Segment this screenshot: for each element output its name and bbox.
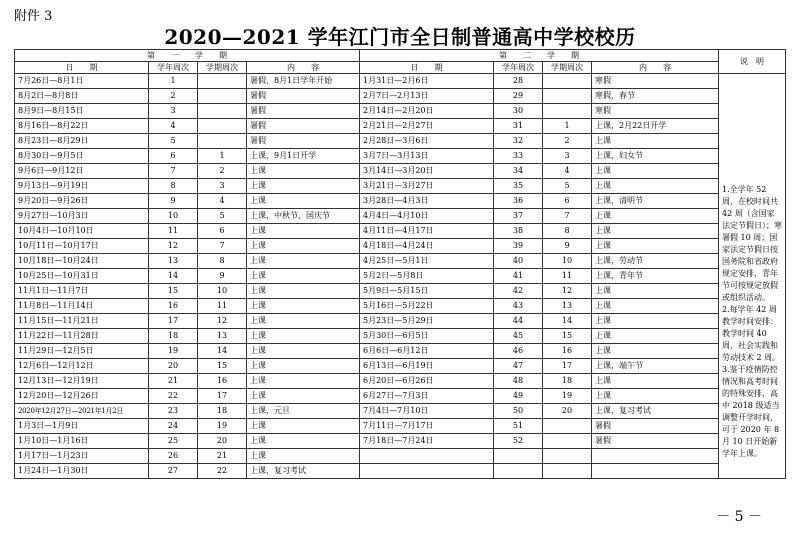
- cell-t1: 9: [198, 269, 247, 284]
- cell-c1: 上课: [247, 449, 360, 464]
- cell-t1: 22: [198, 464, 247, 479]
- cell-d1: 8月16日—8月22日: [15, 119, 149, 134]
- cell-d1: 11月8日—11月14日: [15, 299, 149, 314]
- cell-c2: 寒假: [592, 104, 719, 119]
- cell-y1: 17: [149, 314, 198, 329]
- cell-c1: 上课: [247, 179, 360, 194]
- cell-c1: 上课，元旦: [247, 404, 360, 419]
- cell-y1: 9: [149, 194, 198, 209]
- cell-c2: 上课，妇女节: [592, 149, 719, 164]
- cell-y2: 51: [494, 419, 543, 434]
- cell-y1: 14: [149, 269, 198, 284]
- cell-d2: 3月7日—3月13日: [360, 149, 494, 164]
- col-term-week-2: 学期周次: [543, 62, 592, 74]
- cell-d1: 10月4日—10月10日: [15, 224, 149, 239]
- semester-1-header: 第 一 学 期: [15, 50, 360, 62]
- cell-t1: 19: [198, 419, 247, 434]
- cell-c2: 上课，端午节: [592, 359, 719, 374]
- cell-t1: 14: [198, 344, 247, 359]
- cell-c2: 上课: [592, 374, 719, 389]
- cell-d1: 12月20日—12月26日: [15, 389, 149, 404]
- cell-c2: 上课: [592, 284, 719, 299]
- cell-y2: 47: [494, 359, 543, 374]
- cell-y2: 30: [494, 104, 543, 119]
- cell-y1: 5: [149, 134, 198, 149]
- cell-t2: 17: [543, 359, 592, 374]
- cell-d1: 11月29日—12月5日: [15, 344, 149, 359]
- cell-c2: 上课: [592, 329, 719, 344]
- cell-y2: 52: [494, 434, 543, 449]
- cell-t2: [543, 104, 592, 119]
- cell-c2: 上课: [592, 299, 719, 314]
- cell-c2: 上课: [592, 179, 719, 194]
- cell-d2: 6月13日—6月19日: [360, 359, 494, 374]
- table-row: [15, 164, 786, 179]
- col-year-week-2: 学年周次: [494, 62, 543, 74]
- col-term-week-1: 学期周次: [198, 62, 247, 74]
- cell-t1: 8: [198, 254, 247, 269]
- cell-c1: 上课: [247, 269, 360, 284]
- table-row: [15, 359, 786, 374]
- cell-y2: 38: [494, 224, 543, 239]
- cell-d2: 7月4日—7月10日: [360, 404, 494, 419]
- cell-c2: 上课: [592, 389, 719, 404]
- table-row: [15, 329, 786, 344]
- cell-t2: [543, 464, 592, 479]
- page-number: － 5 －: [716, 509, 762, 525]
- table-row: [15, 284, 786, 299]
- table-row: [15, 209, 786, 224]
- cell-t2: 3: [543, 149, 592, 164]
- cell-d2: 5月30日—6月5日: [360, 329, 494, 344]
- cell-y2: 34: [494, 164, 543, 179]
- cell-y2: 40: [494, 254, 543, 269]
- cell-y1: 20: [149, 359, 198, 374]
- cell-c2: 上课，清明节: [592, 194, 719, 209]
- cell-y2: 39: [494, 239, 543, 254]
- cell-d2: 3月28日—4月3日: [360, 194, 494, 209]
- cell-y1: 15: [149, 284, 198, 299]
- cell-d2: 5月2日—5月8日: [360, 269, 494, 284]
- cell-c1: 暑假: [247, 104, 360, 119]
- cell-t1: 4: [198, 194, 247, 209]
- cell-d2: 5月9日—5月15日: [360, 284, 494, 299]
- table-row: [15, 224, 786, 239]
- cell-y2: [494, 449, 543, 464]
- cell-c2: 上课: [592, 239, 719, 254]
- cell-d2: 5月16日—5月22日: [360, 299, 494, 314]
- cell-y1: 24: [149, 419, 198, 434]
- cell-y2: 36: [494, 194, 543, 209]
- cell-d1: 8月9日—8月15日: [15, 104, 149, 119]
- cell-c1: 暑假: [247, 89, 360, 104]
- cell-d2: 7月18日—7月24日: [360, 434, 494, 449]
- cell-t1: 18: [198, 404, 247, 419]
- cell-c2: 暑假: [592, 419, 719, 434]
- cell-t1: 2: [198, 164, 247, 179]
- cell-t1: [198, 74, 247, 89]
- cell-t2: 8: [543, 224, 592, 239]
- cell-y2: 43: [494, 299, 543, 314]
- cell-c2: [592, 464, 719, 479]
- col-date-2: 日 期: [360, 62, 494, 74]
- cell-d1: 1月24日—1月30日: [15, 464, 149, 479]
- cell-t1: 21: [198, 449, 247, 464]
- table-row: [15, 299, 786, 314]
- page-title: 2020—2021 学年江门市全日制普通高中学校校历: [164, 25, 636, 49]
- notes-cell: [719, 74, 786, 479]
- note-item: 2.每学年 42 周教学时间安排：教学时间 40 周，社会实践和劳动技术 2 周。: [722, 305, 781, 362]
- cell-y1: 6: [149, 149, 198, 164]
- cell-y1: 8: [149, 179, 198, 194]
- cell-d2: 6月6日—6月12日: [360, 344, 494, 359]
- cell-c2: 上课: [592, 209, 719, 224]
- cell-c1: 上课: [247, 329, 360, 344]
- cell-d1: 10月18日—10月24日: [15, 254, 149, 269]
- cell-t2: 20: [543, 404, 592, 419]
- cell-d1: 11月15日—11月21日: [15, 314, 149, 329]
- cell-y2: 46: [494, 344, 543, 359]
- cell-c1: 暑假: [247, 119, 360, 134]
- cell-y1: 7: [149, 164, 198, 179]
- cell-t1: 12: [198, 314, 247, 329]
- table-row: [15, 194, 786, 209]
- cell-d2: 6月20日—6月26日: [360, 374, 494, 389]
- cell-c1: 上课: [247, 389, 360, 404]
- cell-y2: 48: [494, 374, 543, 389]
- cell-t2: [543, 89, 592, 104]
- cell-d1: 1月17日—1月23日: [15, 449, 149, 464]
- cell-t1: 10: [198, 284, 247, 299]
- cell-y1: 3: [149, 104, 198, 119]
- cell-y1: 10: [149, 209, 198, 224]
- cell-t1: 13: [198, 329, 247, 344]
- cell-c2: 上课: [592, 164, 719, 179]
- table-row: [15, 419, 786, 434]
- cell-d2: 1月31日—2月6日: [360, 74, 494, 89]
- cell-t1: 3: [198, 179, 247, 194]
- cell-y1: 11: [149, 224, 198, 239]
- cell-t1: [198, 104, 247, 119]
- cell-y2: 49: [494, 389, 543, 404]
- cell-d2: 2月7日—2月13日: [360, 89, 494, 104]
- cell-t2: 6: [543, 194, 592, 209]
- cell-y1: 2: [149, 89, 198, 104]
- cell-y2: 35: [494, 179, 543, 194]
- cell-d2: 3月21日—3月27日: [360, 179, 494, 194]
- table-row: [15, 314, 786, 329]
- cell-t2: 9: [543, 239, 592, 254]
- cell-y2: 29: [494, 89, 543, 104]
- col-content-1: 内 容: [247, 62, 360, 74]
- note-item: 3.鉴于疫情防控情况和高考时间的特殊安排，高中 2018 级适当调整开学时间，可于 2020 年 8 月 10 日开始新学年上课。: [722, 365, 780, 458]
- cell-c2: 上课，劳动节: [592, 254, 719, 269]
- cell-t2: 1: [543, 119, 592, 134]
- cell-c2: 寒假，春节: [592, 89, 719, 104]
- cell-c2: 暑假: [592, 434, 719, 449]
- table-row: [15, 449, 786, 464]
- cell-t1: 17: [198, 389, 247, 404]
- cell-c1: 暑假: [247, 134, 360, 149]
- cell-y1: 21: [149, 374, 198, 389]
- cell-d1: 9月27日—10月3日: [15, 209, 149, 224]
- cell-t2: [543, 434, 592, 449]
- cell-t2: 4: [543, 164, 592, 179]
- cell-t1: 16: [198, 374, 247, 389]
- cell-c2: 上课: [592, 134, 719, 149]
- table-row: [15, 389, 786, 404]
- cell-y2: 28: [494, 74, 543, 89]
- cell-y1: 27: [149, 464, 198, 479]
- cell-t1: 5: [198, 209, 247, 224]
- cell-c1: 上课: [247, 239, 360, 254]
- cell-c1: 上课，复习考试: [247, 464, 360, 479]
- cell-y1: 16: [149, 299, 198, 314]
- note-item: 1.全学年 52 周，在校时间共 42 周（含国家法定节假日）；寒暑假 10 周；国家法定节假日按国务院和省政府规定安排，青年节可按规定放假或组织活动。: [722, 185, 782, 302]
- cell-c1: 上课: [247, 434, 360, 449]
- calendar-table: [14, 49, 786, 479]
- cell-t1: 6: [198, 224, 247, 239]
- cell-t2: 15: [543, 329, 592, 344]
- table-row: [15, 179, 786, 194]
- cell-d2: 2月28日—3月6日: [360, 134, 494, 149]
- cell-c1: 上课: [247, 419, 360, 434]
- table-row: [15, 89, 786, 104]
- cell-c1: 上课，9月1日开学: [247, 149, 360, 164]
- cell-y2: 50: [494, 404, 543, 419]
- cell-d1: 8月2日—8月8日: [15, 89, 149, 104]
- table-row: [15, 119, 786, 134]
- cell-d1: 11月1日—11月7日: [15, 284, 149, 299]
- cell-t2: 2: [543, 134, 592, 149]
- table-row: [15, 404, 786, 419]
- table-row: [15, 464, 786, 479]
- cell-t2: 12: [543, 284, 592, 299]
- cell-y2: 45: [494, 329, 543, 344]
- cell-c2: 上课: [592, 314, 719, 329]
- cell-d2: [360, 449, 494, 464]
- cell-t2: 18: [543, 374, 592, 389]
- col-date-1: 日 期: [15, 62, 149, 74]
- cell-d1: 9月6日—9月12日: [15, 164, 149, 179]
- cell-t2: 14: [543, 314, 592, 329]
- cell-t2: 13: [543, 299, 592, 314]
- cell-y1: 13: [149, 254, 198, 269]
- table-row: [15, 239, 786, 254]
- cell-d2: 2月21日—2月27日: [360, 119, 494, 134]
- cell-y2: 37: [494, 209, 543, 224]
- cell-d2: 4月4日—4月10日: [360, 209, 494, 224]
- cell-t2: 16: [543, 344, 592, 359]
- cell-t2: 7: [543, 209, 592, 224]
- cell-y2: 44: [494, 314, 543, 329]
- cell-t2: 10: [543, 254, 592, 269]
- semester-2-header: 第 二 学 期: [360, 50, 719, 62]
- cell-c1: 上课: [247, 344, 360, 359]
- cell-y1: 18: [149, 329, 198, 344]
- table-row: [15, 74, 786, 89]
- table-row: [15, 104, 786, 119]
- table-row: [15, 254, 786, 269]
- cell-d1: 12月13日—12月19日: [15, 374, 149, 389]
- cell-y1: 25: [149, 434, 198, 449]
- cell-c1: 上课: [247, 314, 360, 329]
- notes-header: 说 明: [719, 50, 786, 74]
- cell-d1: 12月6日—12月12日: [15, 359, 149, 374]
- table-row: [15, 269, 786, 284]
- cell-y1: 22: [149, 389, 198, 404]
- cell-d2: [360, 464, 494, 479]
- table-row: [15, 434, 786, 449]
- cell-t1: [198, 134, 247, 149]
- cell-d2: 4月11日—4月17日: [360, 224, 494, 239]
- cell-y1: 1: [149, 74, 198, 89]
- cell-t1: 15: [198, 359, 247, 374]
- cell-t2: 19: [543, 389, 592, 404]
- cell-d1: 1月10日—1月16日: [15, 434, 149, 449]
- table-row: [15, 134, 786, 149]
- cell-d1: 1月3日—1月9日: [15, 419, 149, 434]
- table-row: [15, 344, 786, 359]
- cell-c1: 上课: [247, 284, 360, 299]
- cell-y1: 12: [149, 239, 198, 254]
- cell-y1: 26: [149, 449, 198, 464]
- cell-d2: 2月14日—2月20日: [360, 104, 494, 119]
- cell-d1: 2020年12月27日—2021年1月2日: [15, 404, 149, 419]
- cell-y1: 4: [149, 119, 198, 134]
- cell-d2: 5月23日—5月29日: [360, 314, 494, 329]
- cell-y2: 42: [494, 284, 543, 299]
- cell-y1: 19: [149, 344, 198, 359]
- cell-d2: 4月18日—4月24日: [360, 239, 494, 254]
- cell-t1: 1: [198, 149, 247, 164]
- cell-c1: 上课: [247, 194, 360, 209]
- cell-t2: 5: [543, 179, 592, 194]
- cell-c2: 上课，青年节: [592, 269, 719, 284]
- cell-t1: [198, 119, 247, 134]
- cell-t1: 7: [198, 239, 247, 254]
- cell-y1: 23: [149, 404, 198, 419]
- cell-t1: 11: [198, 299, 247, 314]
- cell-d1: 7月26日—8月1日: [15, 74, 149, 89]
- cell-c2: 上课，复习考试: [592, 404, 719, 419]
- cell-d1: 10月11日—10月17日: [15, 239, 149, 254]
- cell-t2: 11: [543, 269, 592, 284]
- cell-c2: [592, 449, 719, 464]
- cell-c2: 寒假: [592, 74, 719, 89]
- cell-d1: 8月23日—8月29日: [15, 134, 149, 149]
- cell-c2: 上课，2月22日开学: [592, 119, 719, 134]
- cell-c1: 上课: [247, 224, 360, 239]
- cell-y2: [494, 464, 543, 479]
- cell-c1: 上课: [247, 254, 360, 269]
- cell-d2: 7月11日—7月17日: [360, 419, 494, 434]
- col-content-2: 内 容: [592, 62, 719, 74]
- cell-c1: 暑假，8月1日学年开始: [247, 74, 360, 89]
- cell-d2: 6月27日—7月3日: [360, 389, 494, 404]
- table-row: [15, 149, 786, 164]
- cell-y2: 33: [494, 149, 543, 164]
- cell-t2: [543, 74, 592, 89]
- cell-c1: 上课: [247, 299, 360, 314]
- table-row: [15, 374, 786, 389]
- cell-y2: 41: [494, 269, 543, 284]
- cell-d1: 9月13日—9月19日: [15, 179, 149, 194]
- cell-d1: 10月25日—10月31日: [15, 269, 149, 284]
- cell-d1: 9月20日—9月26日: [15, 194, 149, 209]
- cell-d2: 3月14日—3月20日: [360, 164, 494, 179]
- cell-c1: 上课: [247, 164, 360, 179]
- cell-c2: 上课: [592, 344, 719, 359]
- cell-c1: 上课，中秋节、国庆节: [247, 209, 360, 224]
- cell-t2: [543, 449, 592, 464]
- cell-c1: 上课: [247, 359, 360, 374]
- cell-t1: 20: [198, 434, 247, 449]
- cell-c2: 上课: [592, 224, 719, 239]
- cell-d1: 11月22日—11月28日: [15, 329, 149, 344]
- cell-t2: [543, 419, 592, 434]
- col-year-week-1: 学年周次: [149, 62, 198, 74]
- attachment-label: 附件 3: [14, 9, 53, 24]
- cell-y2: 31: [494, 119, 543, 134]
- cell-t1: [198, 89, 247, 104]
- cell-c1: 上课: [247, 374, 360, 389]
- cell-d2: 4月25日—5月1日: [360, 254, 494, 269]
- cell-d1: 8月30日—9月5日: [15, 149, 149, 164]
- cell-y2: 32: [494, 134, 543, 149]
